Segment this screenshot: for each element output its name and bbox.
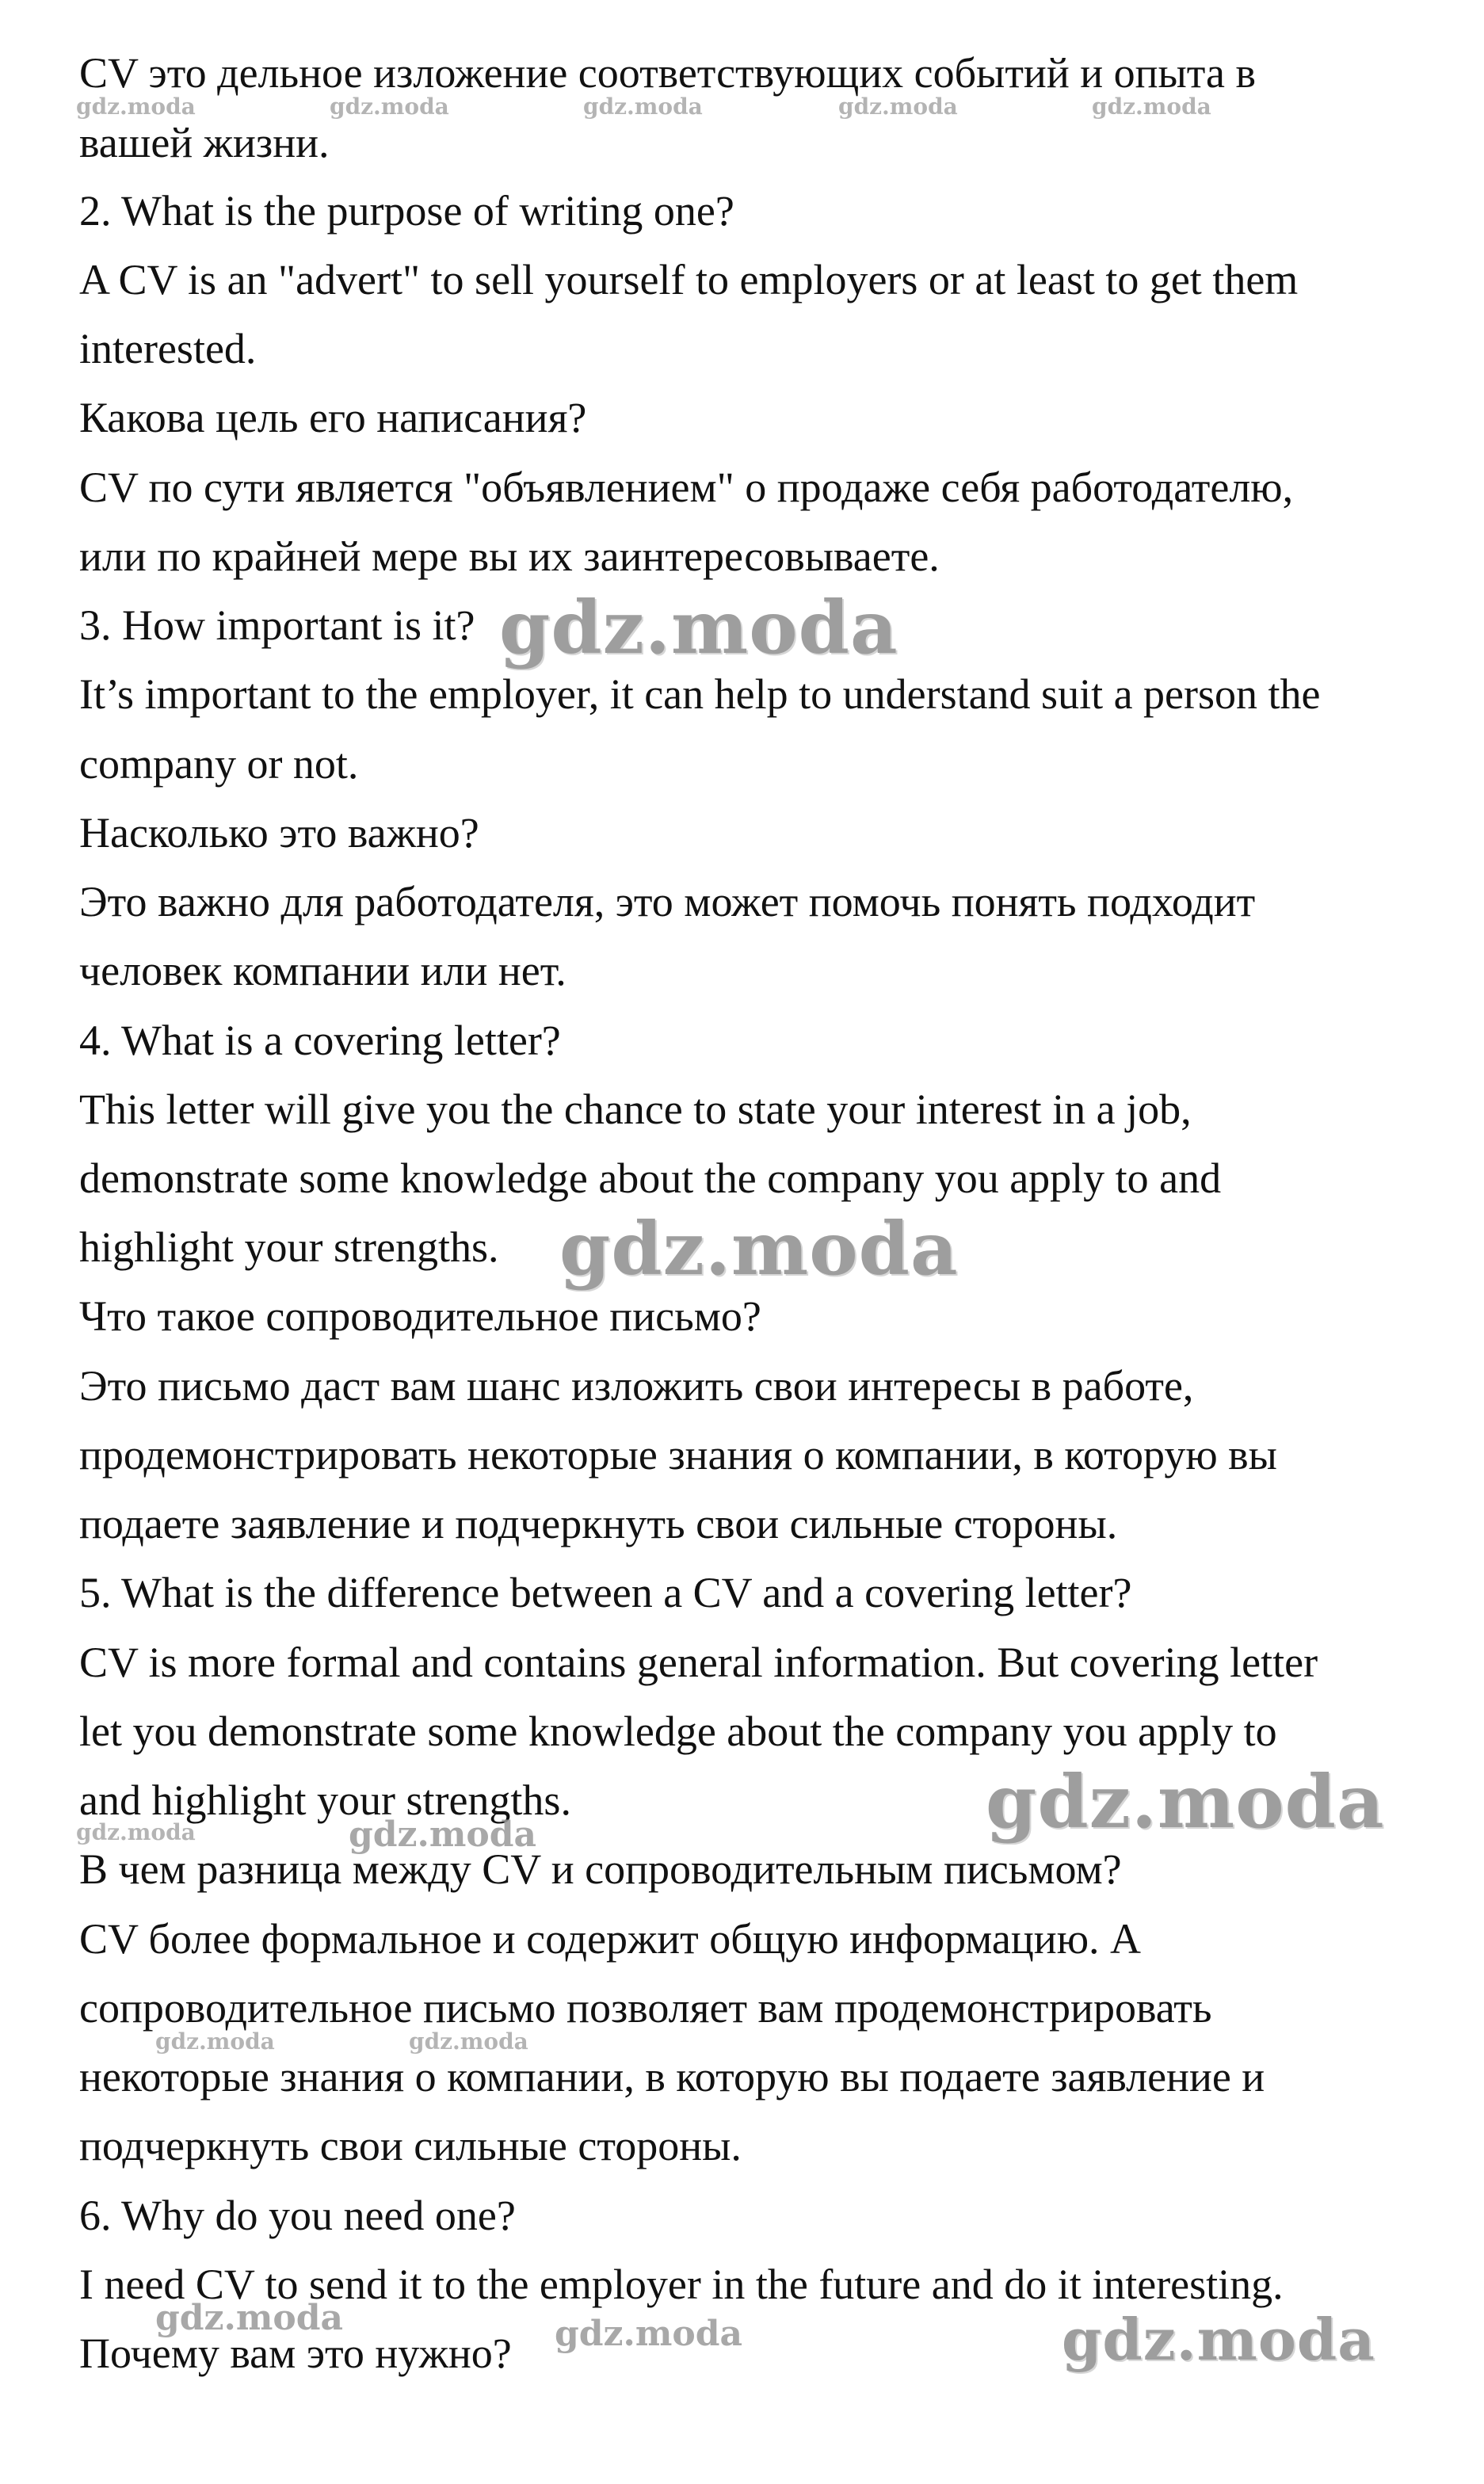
text-line-16: This letter will give you the chance to state your interest in a job,	[79, 1086, 1192, 1133]
watermark: gdz.moda	[559, 1206, 959, 1292]
watermark: gdz.moda	[499, 585, 898, 670]
watermark: gdz.moda	[1092, 93, 1211, 120]
text-line-22: подаете заявление и подчеркнуть свои сильные стороны.	[79, 1500, 1118, 1547]
text-line-21: продемонстрировать некоторые знания о компании, в которую вы	[79, 1431, 1277, 1479]
text-line-13: Это важно для работодателя, это может помочь понять подходит	[79, 878, 1256, 925]
watermark: gdz.moda	[76, 1819, 196, 1845]
text-line-4: A CV is an "advert" to sell yourself to employers or at least to get them	[79, 256, 1299, 303]
text-line-20: Это письмо даст вам шанс изложить свои интересы в работе,	[79, 1362, 1194, 1410]
watermark: gdz.moda	[1062, 2306, 1375, 2373]
text-line-26: and highlight your strengths.	[79, 1776, 571, 1824]
watermark: gdz.moda	[583, 93, 703, 120]
watermark: gdz.moda	[330, 93, 449, 120]
text-line-6: Какова цель его написания?	[79, 394, 587, 441]
text-line-17: demonstrate some knowledge about the company you apply to and	[79, 1154, 1222, 1202]
text-line-33: I need CV to send it to the employer in the future and do it interesting.	[79, 2261, 1284, 2308]
watermark: gdz.moda	[155, 2028, 275, 2055]
watermark: gdz.moda	[409, 2028, 528, 2055]
text-line-8: или по крайней мере вы их заинтересовываете.	[79, 532, 940, 580]
text-line-29: сопроводительное письмо позволяет вам продемонстрировать	[79, 1984, 1212, 2032]
text-line-23: 5. What is the difference between a CV and a covering letter?	[79, 1569, 1132, 1616]
text-line-3: 2. What is the purpose of writing one?	[79, 187, 734, 235]
text-line-10: It’s important to the employer, it can help to understand suit a person the	[79, 670, 1321, 718]
text-line-34: Почему вам это нужно?	[79, 2329, 512, 2377]
watermark: gdz.moda	[838, 93, 958, 120]
watermark: gdz.moda	[76, 93, 196, 120]
text-line-11: company or not.	[79, 740, 359, 788]
watermark: gdz.moda	[555, 2314, 743, 2354]
text-line-5: interested.	[79, 325, 257, 372]
watermark: gdz.moda	[986, 1759, 1385, 1845]
text-line-19: Что такое сопроводительное письмо?	[79, 1292, 761, 1340]
text-line-14: человек компании или нет.	[79, 947, 567, 994]
text-line-24: CV is more formal and contains general information. But covering letter	[79, 1639, 1318, 1686]
text-line-15: 4. What is a covering letter?	[79, 1017, 561, 1064]
text-line-30: некоторые знания о компании, в которую вы подаете заявление и	[79, 2053, 1265, 2101]
text-line-9: 3. How important is it?	[79, 601, 475, 649]
text-line-18: highlight your strengths.	[79, 1223, 499, 1271]
text-line-31: подчеркнуть свои сильные стороны.	[79, 2122, 742, 2169]
text-line-12: Насколько это важно?	[79, 809, 479, 857]
text-line-1: CV это дельное изложение соответствующих событий и опыта в	[79, 49, 1257, 97]
text-line-25: let you demonstrate some knowledge about the company you apply to	[79, 1708, 1277, 1755]
text-line-28: CV более формальное и содержит общую информацию. А	[79, 1915, 1142, 1963]
watermark: gdz.moda	[155, 2298, 344, 2338]
text-line-7: CV по сути является "объявлением" о продаже себя работодателю,	[79, 464, 1294, 511]
text-line-32: 6. Why do you need one?	[79, 2192, 516, 2239]
text-line-2: вашей жизни.	[79, 119, 330, 166]
watermark: gdz.moda	[349, 1814, 537, 1855]
text-line-27: В чем разница между CV и сопроводительным письмом?	[79, 1845, 1122, 1893]
